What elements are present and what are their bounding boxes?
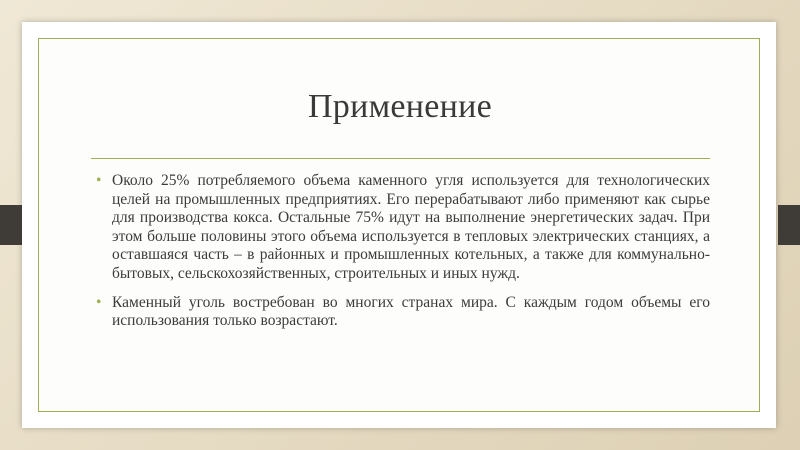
left-edge-tab [0,205,22,245]
bullet-marker: • [96,172,102,189]
title-divider [91,158,710,159]
bullet-text: Каменный уголь востребован во многих странах мира. С каждым годом объемы его использования только возрастают. [112,293,710,330]
bullet-item [96,294,710,331]
slide-title: Применение [307,88,493,125]
right-edge-tab [778,205,800,245]
bullet-text: Около 25% потребляемого объема каменного угля используется для технологических целей на промышленных предприятиях. Его перерабатывают либо применяют как сырье для производства кокса. Остальные 75% идут на выполнение энергетических задач. При этом больше половины этого объема используется в тепловых электрических станциях, а оставшаяся часть – в районных и промышленных котельных, а также для коммунально-бытовых, сельскохозяйственных, строительных и иных нужд. [112,172,710,282]
bullet-item [96,172,710,284]
bullet-marker: • [96,293,102,311]
bullet-list [96,172,710,341]
